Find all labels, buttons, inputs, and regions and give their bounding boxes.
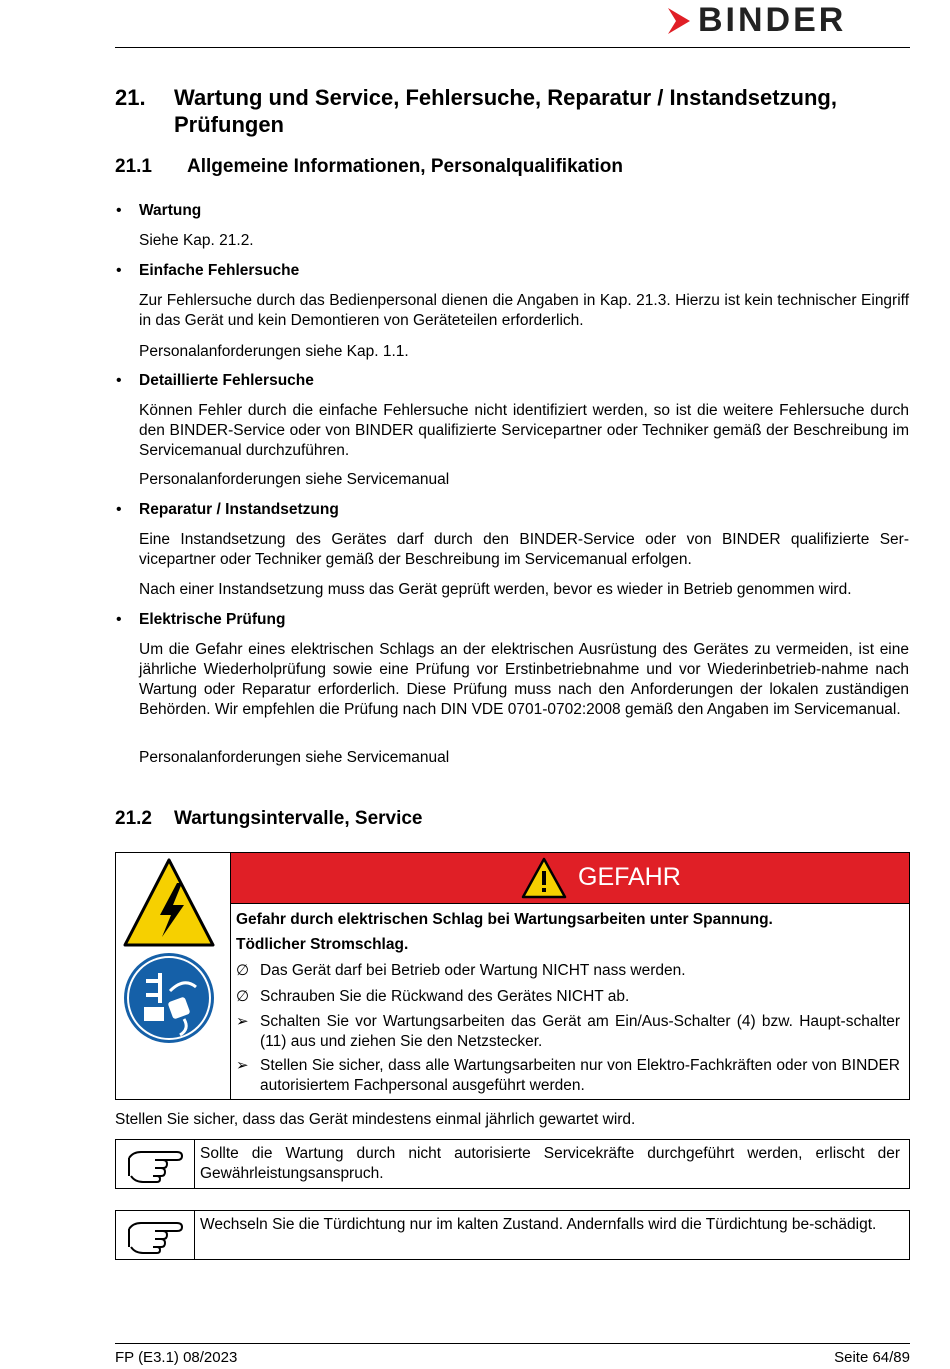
section-title: Allgemeine Informationen, Personalqualifikation <box>187 156 624 177</box>
chapter-title: Wartung und Service, Fehlersuche, Reparatur / Instandsetzung, Prüfungen <box>174 85 837 137</box>
item-heading: Reparatur / Instandsetzung <box>139 501 339 518</box>
note-box <box>115 1210 910 1260</box>
danger-icon-column <box>116 853 231 1099</box>
arrow-symbol: ➢ <box>236 1013 249 1030</box>
danger-header <box>231 853 909 904</box>
arrow-symbol: ➢ <box>236 1057 249 1074</box>
prohibition-symbol: ∅ <box>236 988 250 1005</box>
header-divider <box>115 47 910 48</box>
paragraph: Siehe Kap. 21.2. <box>139 232 254 249</box>
item-heading: Detaillierte Fehlersuche <box>139 372 314 389</box>
brand-name: BINDER <box>698 1 847 39</box>
note-text: Wechseln Sie die Türdichtung nur im kalten Zustand. Andernfalls wird die Türdichtung be-schädigt. <box>200 1216 877 1233</box>
binder-logo-mark-icon <box>666 6 692 36</box>
unplug-icon <box>122 951 216 1045</box>
paragraph: Personalanforderungen siehe Servicemanual <box>139 749 450 766</box>
pointing-hand-icon <box>125 1144 185 1184</box>
paragraph: Nach einer Instandsetzung muss das Gerät geprüft werden, bevor es wieder in Betrieb genommen wird. <box>139 581 852 598</box>
prohibition-symbol: ∅ <box>236 962 250 979</box>
paragraph: Eine Instandsetzung des Gerätes darf durch den BINDER-Service oder von BINDER qualifizierte Ser-vicepartner oder Techniker gemäß der Beschreibung im Servicemanual erfolgen. <box>139 531 909 568</box>
danger-item-text: Das Gerät darf bei Betrieb oder Wartung NICHT nass werden. <box>260 962 686 979</box>
chapter-number: 21. <box>115 85 146 110</box>
bullet: • <box>116 501 122 518</box>
yearly-maintenance-text: Stellen Sie sicher, dass das Gerät mindestens einmal jährlich gewartet wird. <box>115 1111 636 1128</box>
paragraph: Zur Fehlersuche durch das Bedienpersonal dienen die Angaben in Kap. 21.3. Hierzu ist kein technischer Eingriff in das Gerät und kein Demontieren von Geräteteilen erforderlich. <box>139 292 909 329</box>
page-number: Seite 64/89 <box>834 1349 910 1366</box>
danger-label: GEFAHR <box>578 863 681 891</box>
section-number: 21.2 <box>115 808 152 829</box>
danger-item-text: Schalten Sie vor Wartungsarbeiten das Gerät am Ein/Aus-Schalter (4) bzw. Haupt-schalter (11) aus und ziehen Sie den Netzstecker. <box>260 1013 900 1050</box>
danger-line: Tödlicher Stromschlag. <box>236 936 409 953</box>
pointing-hand-icon <box>125 1215 185 1255</box>
item-heading: Wartung <box>139 202 202 219</box>
bullet: • <box>116 372 122 389</box>
bullet: • <box>116 202 122 219</box>
footer-divider <box>115 1343 910 1344</box>
paragraph: Personalanforderungen siehe Kap. 1.1. <box>139 343 409 360</box>
item-heading: Elektrische Prüfung <box>139 611 286 628</box>
danger-line: Gefahr durch elektrischen Schlag bei Wartungsarbeiten unter Spannung. <box>236 911 773 928</box>
note-icon-cell <box>116 1211 195 1259</box>
electric-hazard-icon <box>122 857 216 949</box>
section-number: 21.1 <box>115 156 152 177</box>
document-version: FP (E3.1) 08/2023 <box>115 1349 238 1366</box>
binder-logo <box>666 1 910 39</box>
bullet: • <box>116 611 122 628</box>
warning-triangle-icon <box>521 857 567 899</box>
danger-box <box>115 852 910 1100</box>
note-box <box>115 1139 910 1189</box>
paragraph: Um die Gefahr eines elektrischen Schlags an der elektrischen Ausrüstung des Gerätes zu vermeiden, ist eine jährliche Wiederholprüfung sowie eine Prüfung vor Erstinbetriebnahme und vor Wiederinbetrieb-nahme nach Wartung oder Reparatur erforderlich. Diese Prüfung muss nach den Anforderungen der lokalen zuständigen Behörden. Wir empfehlen die Prüfung nach DIN VDE 0701-0702:2008 gemäß den Angaben im Servicemanual. <box>139 641 909 718</box>
note-icon-cell <box>116 1140 195 1188</box>
note-text: Sollte die Wartung durch nicht autorisierte Servicekräfte durchgeführt werden, erlischt der Gewährleistungsanspruch. <box>200 1145 900 1182</box>
bullet: • <box>116 262 122 279</box>
paragraph: Können Fehler durch die einfache Fehlersuche nicht identifiziert werden, so ist die weitere Fehlersuche durch den BINDER-Service oder von BINDER qualifizierte Servicepartner oder Techniker gemäß der Beschreibung im Servicemanual durchzuführen. <box>139 402 909 459</box>
item-heading: Einfache Fehlersuche <box>139 262 300 279</box>
danger-item-text: Stellen Sie sicher, dass alle Wartungsarbeiten nur von Elektro-Fachkräften oder von BINDER autorisiertem Fachpersonal ausgeführt werden. <box>260 1057 900 1094</box>
section-title: Wartungsintervalle, Service <box>174 808 423 829</box>
paragraph: Personalanforderungen siehe Servicemanual <box>139 471 450 488</box>
danger-item-text: Schrauben Sie die Rückwand des Gerätes NICHT ab. <box>260 988 630 1005</box>
